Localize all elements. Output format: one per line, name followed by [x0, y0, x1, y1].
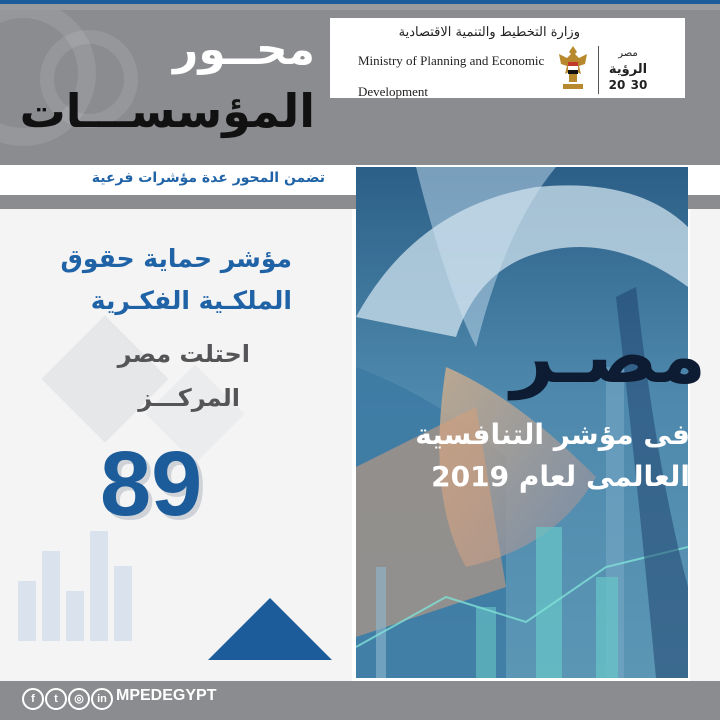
rank-label-line2: المركـــز: [138, 384, 240, 412]
bar-decoration: [18, 581, 36, 641]
axis-subtitle: تضمن المحور عدة مؤشرات فرعية: [91, 170, 325, 186]
linkedin-icon[interactable]: in: [91, 688, 113, 710]
instagram-icon[interactable]: ◎: [68, 688, 90, 710]
ministry-name-en: Ministry of Planning and Economic: [358, 53, 545, 68]
vision-logo-year2: 30: [630, 78, 648, 92]
social-handle[interactable]: MPEDEGYPT: [116, 687, 217, 704]
vision-logo-word2: الرؤية: [608, 62, 648, 77]
vision-logo-year1: 20: [608, 78, 626, 92]
vision-2030-logo: [604, 43, 652, 93]
facebook-icon[interactable]: f: [22, 688, 44, 710]
rank-label-line1: احتلت مصر: [117, 340, 250, 368]
logo-divider: [598, 46, 599, 94]
section-title-line1: محــور: [173, 24, 315, 75]
bar-decoration: [66, 591, 84, 641]
ministry-name-ar: وزارة التخطيط والتنمية الاقتصادية: [398, 25, 580, 40]
egypt-eagle-icon: [555, 44, 591, 92]
ministry-name-en-line2: Development: [358, 84, 429, 99]
right-margin: [690, 209, 720, 681]
cover-title: مصـر: [510, 311, 706, 400]
twitter-icon[interactable]: t: [45, 688, 67, 710]
vision-logo-word1: مصر: [618, 48, 638, 59]
indicator-name-line2: الملكـية الفكـرية: [90, 286, 292, 315]
section-title-line2: المؤسســـات: [19, 84, 315, 138]
cover-subtitle-line2: العالمى لعام 2019: [431, 460, 690, 493]
bar-decoration: [114, 566, 132, 641]
rank-number: 89: [100, 433, 203, 535]
bar-decoration: [42, 551, 60, 641]
indicator-name-line1: مؤشر حماية حقوق: [60, 244, 292, 273]
triangle-up-icon: [208, 598, 332, 660]
bar-decoration: [90, 531, 108, 641]
cover-subtitle-line1: فى مؤشر التنافسية: [415, 418, 690, 451]
diamond-decoration: [41, 315, 168, 442]
